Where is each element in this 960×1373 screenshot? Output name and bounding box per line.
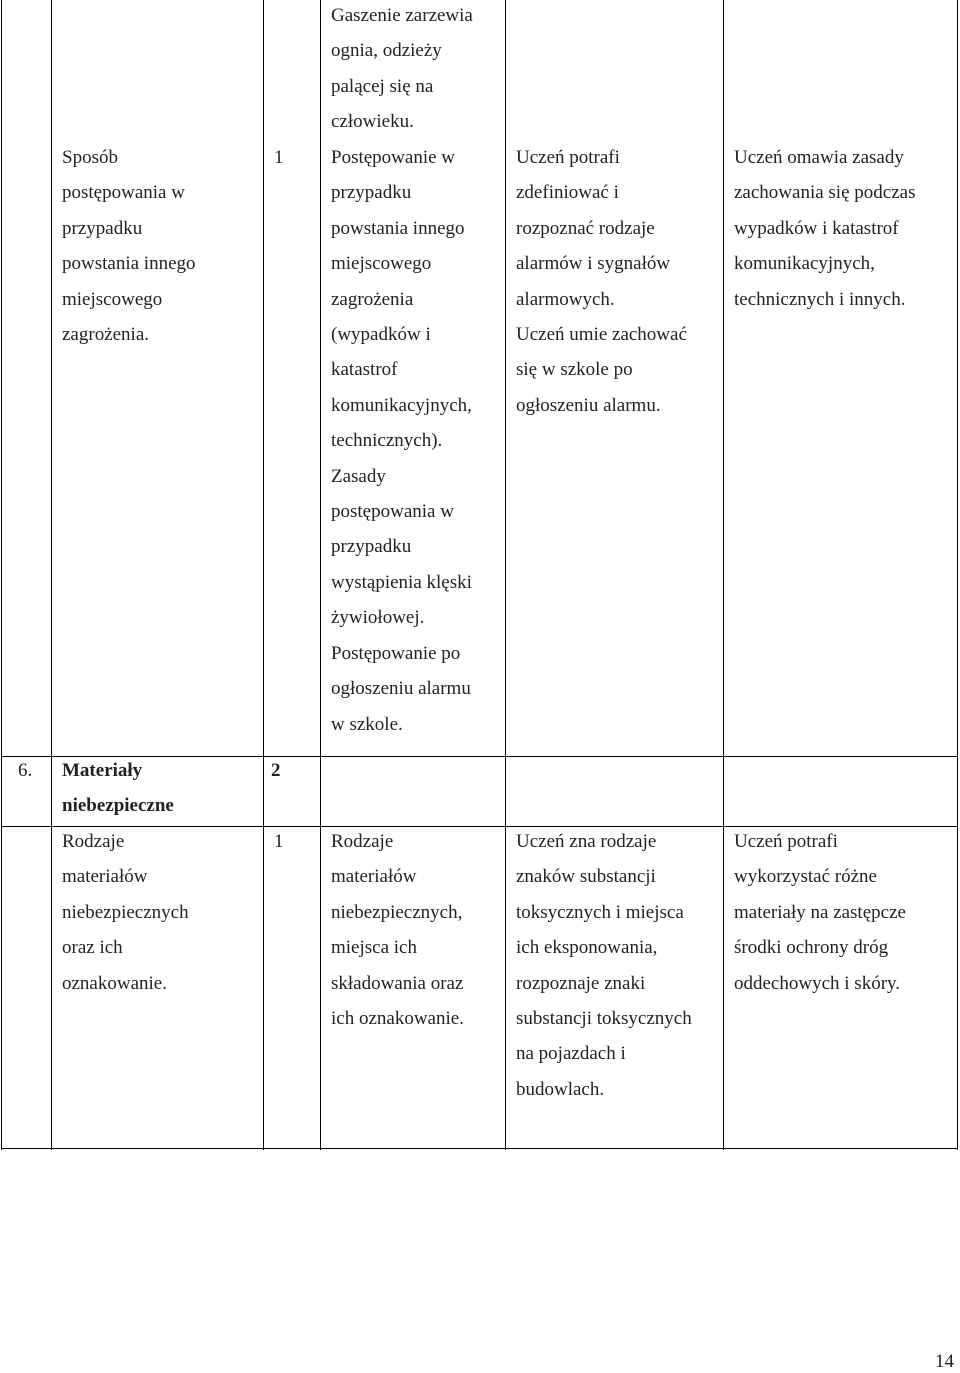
section6-hours: 2 (271, 760, 281, 781)
rodzaje-topic-text: Rodzaje materiałów niebezpiecznych, miejsca ich składowania oraz ich oznakowanie. (331, 831, 464, 1030)
rodzaje-topic-cell (331, 824, 464, 1036)
sposob-section-text: Sposób postępowania w przypadku powstania innego miejscowego zagrożenia. (62, 147, 196, 346)
sposob-topic-cell (331, 140, 472, 742)
page-number: 14 (935, 1351, 954, 1372)
rodzaje-hours-text: 1 (274, 831, 284, 852)
sposob-section-cell (62, 140, 196, 352)
rodzaje-hours-cell (274, 824, 284, 859)
section6-number: 6. (18, 760, 33, 781)
rodzaje-basic-cell (516, 824, 692, 1107)
table-border-col3 (320, 0, 321, 1150)
table-border-col1 (51, 0, 52, 1150)
sposob-hours-text: 1 (274, 147, 284, 168)
table-border-right (957, 0, 958, 1150)
sposob-hours-cell (274, 140, 284, 175)
sposob-extended-cell (734, 140, 915, 317)
table-border-col4 (505, 0, 506, 1150)
section6-title: Materiały niebezpieczne (62, 760, 174, 817)
sposob-topic-text: Postępowanie w przypadku powstania innego miejscowego zagrożenia (wypadków i katastrof komunikacyjnych, technicznych). Zasady postępowania w przypadku wystąpienia klęski żywiołowej. Postępowanie po ogłoszeniu alarmu w szkole. (331, 147, 472, 735)
rodzaje-extended-text: Uczeń potrafi wykorzystać różne materiały na zastępcze środki ochrony dróg oddechowych i skóry. (734, 831, 906, 994)
table-border-col5 (723, 0, 724, 1150)
sposob-basic-cell (516, 140, 687, 423)
sposob-extended-text: Uczeń omawia zasady zachowania się podczas wypadków i katastrof komunikacyjnych, technicznych i innych. (734, 147, 916, 310)
section6-number-cell (18, 753, 32, 788)
rodzaje-section-cell (62, 824, 189, 1001)
rodzaje-section-text: Rodzaje materiałów niebezpiecznych oraz ich oznakowanie. (62, 831, 189, 994)
continued-topic-cell (331, 0, 473, 140)
table-border-col2 (263, 0, 264, 1150)
table-border-left (1, 0, 2, 1150)
table-border-bottom (1, 1148, 958, 1149)
rodzaje-basic-text: Uczeń zna rodzaje znaków substancji toksycznych i miejsca ich eksponowania, rozpoznaje znaki substancji toksycznych na pojazdach i budowlach. (516, 831, 692, 1100)
sposob-basic-text: Uczeń potrafi zdefiniować i rozpoznać rodzaje alarmów i sygnałów alarmowych. Uczeń umie zachować się w szkole po ogłoszeniu alarmu. (516, 147, 687, 416)
rodzaje-extended-cell (734, 824, 906, 1001)
section6-title-cell (62, 753, 174, 824)
section6-hours-cell (271, 753, 281, 788)
continued-topic-text: Gaszenie zarzewia ognia, odzieży palącej się na człowieku. (331, 5, 473, 133)
